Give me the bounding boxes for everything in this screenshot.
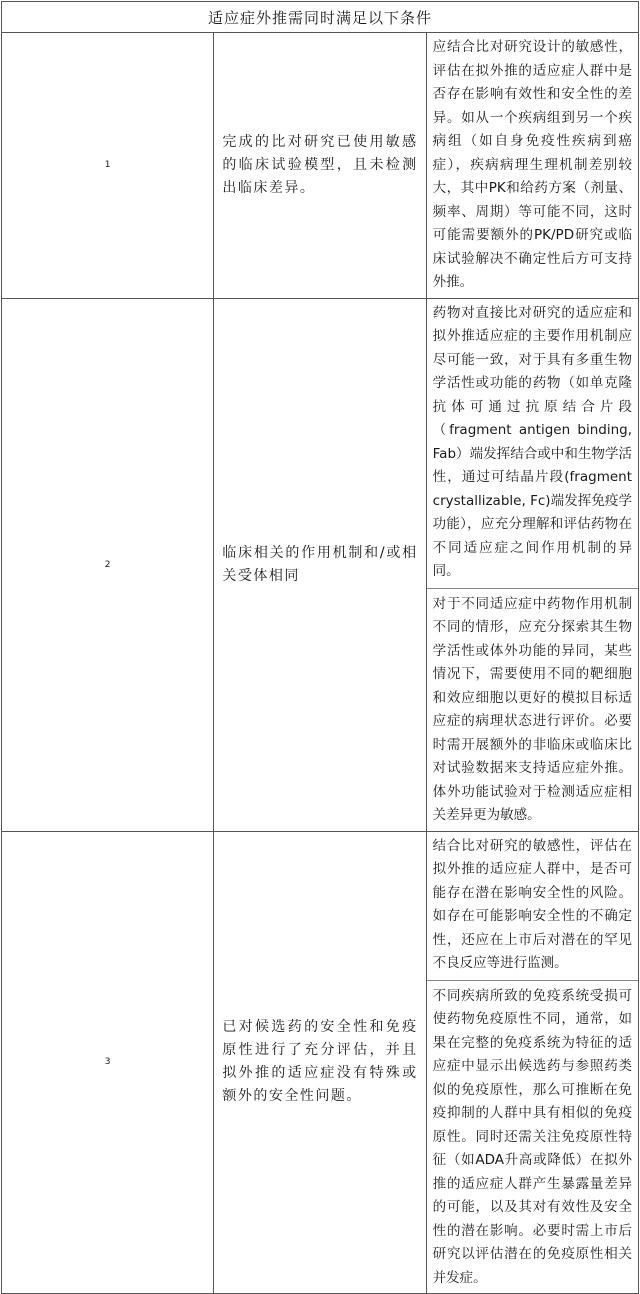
description-paragraph: 药物对直接比对研究的适应症和拟外推适应症的主要作用机制应尽可能一致，对于具有多重生物学活性或功能的药物（如单克隆抗体可通过抗原结合片段（fragment antigen binding, Fab）端发挥结合或中和生物学活性，通过可结晶片段(fragment crystallizable, Fc)端发挥免疫学功能），应充分理解和评估药物在不同适应症之间作用机制的异同。 [432,304,632,579]
description-paragraph: 结合比对研究的敏感性，评估在拟外推的适应症人群中，是否可能存在潜在影响安全性的风险。如存在可能影响安全性的不确定性，还应在上市后对潜在的罕见不良反应等进行监测。 [432,837,632,971]
description-cell [426,298,638,831]
condition-text: 已对候选药的安全性和免疫原性进行了充分评估，并且拟外推的适应症没有特殊或额外的安全性问题。 [214,831,426,1294]
description-cell [426,831,638,1294]
conditions-table [1,1,639,1294]
table-row [2,33,639,299]
row-number: 3 [2,831,214,1294]
condition-text: 临床相关的作用机制和/或相关受体相同 [214,298,426,831]
table-row [2,298,639,831]
table-title: 适应症外推需同时满足以下条件 [2,2,639,33]
description-paragraph: 应结合比对研究设计的敏感性，评估在拟外推的适应症人群中是否存在影响有效性和安全性的差异。如从一个疾病组到另一个疾病组（如自身免疫性疾病到癌症），疾病病理生理机制差别较大，其中PK和给药方案（剂量、频率、周期）等可能不同，这时可能需要额外的PK/PD研究或临床试验解决不确定性后方可支持外推。 [432,39,632,290]
paragraph-divider [427,588,638,589]
description-paragraph: 对于不同适应症中药物作用机制不同的情形，应充分探索其生物学活性或体外功能的异同，某些情况下，需要使用不同的靶细胞和效应细胞以更好的模拟目标适应症的病理状态进行评价。必要时需开展额外的非临床或临床比对试验数据来支持适应症外推。体外功能试验对于检测适应症相关差异更为敏感。 [432,595,632,823]
row-number: 2 [2,298,214,831]
paragraph-divider [427,980,638,981]
condition-text: 完成的比对研究已使用敏感的临床试验模型，且未检测出临床差异。 [214,33,426,299]
row-number: 1 [2,33,214,299]
description-cell [426,33,638,299]
table-title-row [2,2,639,33]
table-row [2,831,639,1294]
description-paragraph: 不同疾病所致的免疫系统受损可使药物免疫原性不同，通常，如果在完整的免疫系统为特征的适应症中显示出候选药与参照药类似的免疫原性，那么可推断在免疫抑制的人群中具有相似的免疫原性。同时还需关注免疫原性特征（如ADA升高或降低）在拟外推的适应症人群产生暴露量差异的可能，以及其对有效性及安全性的潜在影响。必要时需上市后研究以评估潜在的免疫原性相关并发症。 [432,987,632,1286]
